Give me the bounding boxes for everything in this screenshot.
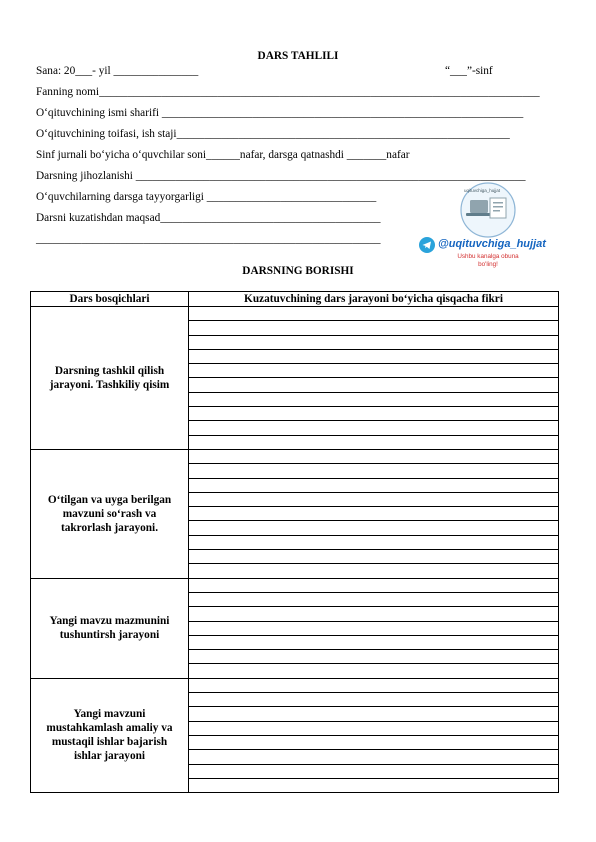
writing-line[interactable] xyxy=(189,407,558,421)
page-title: DARS TAHLILI xyxy=(257,50,339,62)
writing-line[interactable] xyxy=(189,378,558,392)
writing-line[interactable] xyxy=(189,564,558,577)
field-student-preparation: O‘quvchilarning darsga tayyorgarligi ______________________________ xyxy=(36,191,377,203)
writing-line[interactable] xyxy=(189,321,558,335)
notes-cell[interactable] xyxy=(189,678,559,792)
writing-line[interactable] xyxy=(189,593,558,607)
stage-label: Yangi mavzu mazmunini tushuntirsh jarayoni xyxy=(31,578,189,678)
badge-label: uqituvchiga_hujjat xyxy=(464,188,501,193)
writing-line[interactable] xyxy=(189,493,558,507)
writing-line[interactable] xyxy=(189,765,558,779)
stage-label: Darsning tashkil qilish jarayoni. Tashkiliy qisim xyxy=(31,307,189,450)
table-body xyxy=(31,307,559,793)
lesson-table xyxy=(30,291,559,793)
writing-line[interactable] xyxy=(189,536,558,550)
writing-line[interactable] xyxy=(189,507,558,521)
table-header-row xyxy=(31,292,559,307)
date-line: Sana: 20___- yil _______________ xyxy=(36,65,199,77)
writing-line[interactable] xyxy=(189,336,558,350)
writing-line[interactable] xyxy=(189,636,558,650)
writing-line[interactable] xyxy=(189,650,558,664)
field-student-count: Sinf jurnali bo‘yicha o‘quvchilar soni______nafar, darsga qatnashdi _______nafar xyxy=(36,149,410,161)
writing-line[interactable] xyxy=(189,750,558,764)
writing-line[interactable] xyxy=(189,693,558,707)
field-subject-name: Fanning nomi______________________________________________________________________________ xyxy=(36,86,540,98)
table-row xyxy=(31,678,559,792)
writing-line[interactable] xyxy=(189,479,558,493)
column-header-stages: Dars bosqichlari xyxy=(31,292,189,307)
channel-watermark xyxy=(418,182,558,272)
writing-line[interactable] xyxy=(189,607,558,621)
writing-line[interactable] xyxy=(189,664,558,677)
writing-line[interactable] xyxy=(189,350,558,364)
writing-line[interactable] xyxy=(189,393,558,407)
field-blank-line: _____________________________________________________________ xyxy=(36,233,381,245)
stage-label: Yangi mavzuni mustahkamlash amaliy va mustaqil ishlar bajarish ishlar jarayoni xyxy=(31,678,189,792)
writing-line[interactable] xyxy=(189,736,558,750)
writing-line[interactable] xyxy=(189,779,558,792)
field-observation-purpose: Darsni kuzatishdan maqsad_______________________________________ xyxy=(36,212,381,224)
class-line: “___”-sinf xyxy=(445,65,493,77)
writing-line[interactable] xyxy=(189,679,558,693)
writing-line[interactable] xyxy=(189,707,558,721)
writing-line[interactable] xyxy=(189,364,558,378)
laptop-base-icon xyxy=(466,213,492,216)
writing-line[interactable] xyxy=(189,722,558,736)
field-teacher-name: O‘qituvchining ismi sharifi ________________________________________________________________ xyxy=(36,107,524,119)
writing-line[interactable] xyxy=(189,436,558,449)
document-icon xyxy=(490,198,506,218)
writing-line[interactable] xyxy=(189,421,558,435)
channel-handle: @uqituvchiga_hujjat xyxy=(438,238,546,250)
notes-cell[interactable] xyxy=(189,450,559,579)
column-header-observer-notes: Kuzatuvchining dars jarayoni bo‘yicha qisqacha fikri xyxy=(189,292,559,307)
writing-line[interactable] xyxy=(189,521,558,535)
section-title: DARSNING BORISHI xyxy=(242,265,354,277)
laptop-icon xyxy=(470,200,488,213)
notes-cell[interactable] xyxy=(189,578,559,678)
stage-label: O‘tilgan va uyga berilgan mavzuni so‘rash va takrorlash jarayoni. xyxy=(31,450,189,579)
writing-line[interactable] xyxy=(189,450,558,464)
table-row xyxy=(31,450,559,579)
writing-line[interactable] xyxy=(189,579,558,593)
field-lesson-equipment: Darsning jihozlanishi _____________________________________________________________________ xyxy=(36,170,526,182)
writing-line[interactable] xyxy=(189,622,558,636)
table-row xyxy=(31,307,559,450)
writing-line[interactable] xyxy=(189,550,558,564)
subscribe-note: Ushbu kanalga obuna bo'ling! xyxy=(457,253,519,268)
writing-line[interactable] xyxy=(189,464,558,478)
notes-cell[interactable] xyxy=(189,307,559,450)
table-row xyxy=(31,578,559,678)
writing-line[interactable] xyxy=(189,307,558,321)
field-teacher-category: O‘qituvchining toifasi, ish staji___________________________________________________________ xyxy=(36,128,510,140)
